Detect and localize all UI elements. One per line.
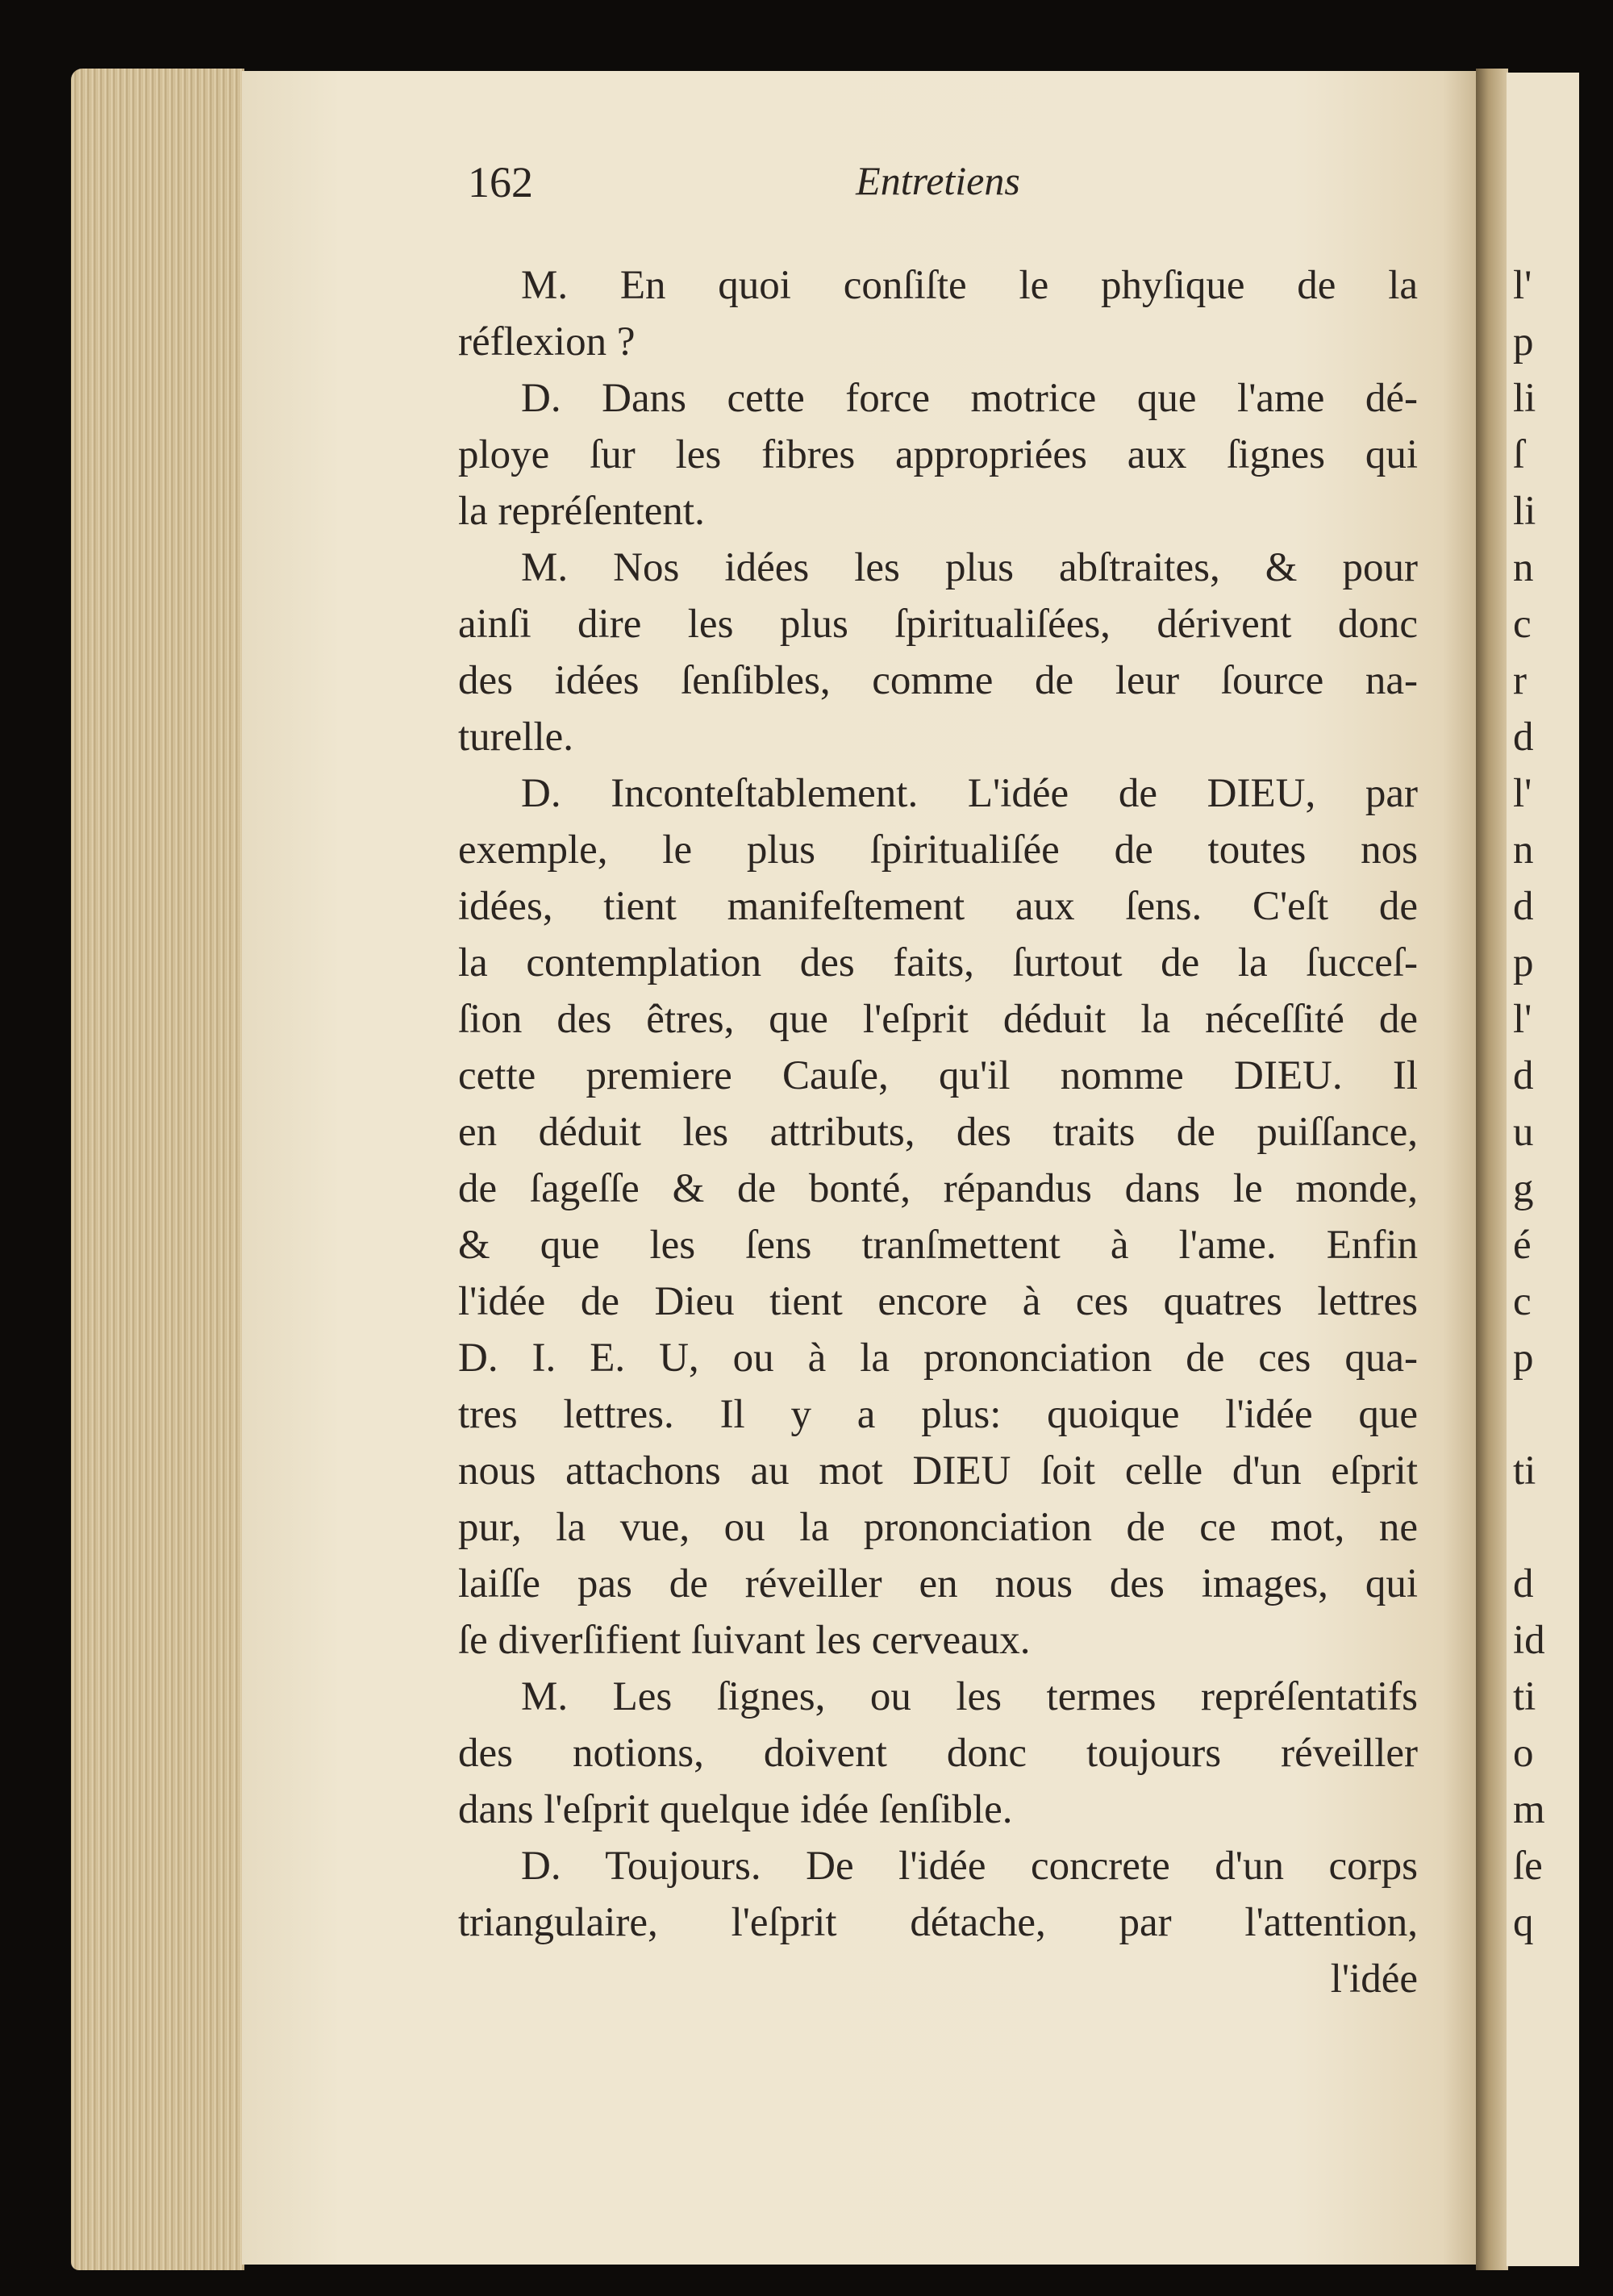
- text-line: des idées ſenſibles, comme de leur ſource na-: [458, 658, 1418, 703]
- page-number: 162: [468, 158, 533, 206]
- facing-page-fragment: ſe: [1513, 1844, 1543, 1889]
- text-line: nous attachons au mot DIEU ſoit celle d'un eſprit: [458, 1448, 1418, 1494]
- text-line: ſion des êtres, que l'eſprit déduit la néceſſité de: [458, 997, 1418, 1042]
- facing-page-text: [1507, 257, 1545, 1951]
- text-line: D. Inconteſtablement. L'idée de DIEU, par: [521, 771, 1418, 816]
- text-line: D. I. E. U, ou à la prononciation de ces qua-: [458, 1336, 1418, 1381]
- text-line: M. En quoi conſiſte le phyſique de la: [521, 263, 1418, 308]
- text-line: ſe diverſifient ſuivant les cerveaux.: [458, 1618, 1031, 1663]
- text-line: de ſageſſe & de bonté, répandus dans le monde,: [458, 1166, 1418, 1211]
- text-line: M. Les ſignes, ou les termes repréſentatifs: [521, 1674, 1418, 1719]
- facing-page-fragment: li: [1513, 489, 1536, 534]
- facing-page-fragment: l': [1513, 997, 1532, 1042]
- facing-page-fragment: n: [1513, 827, 1534, 873]
- text-line: cette premiere Cauſe, qu'il nomme DIEU. Il: [458, 1053, 1418, 1098]
- facing-page-fragment: c: [1513, 1279, 1532, 1324]
- text-line: l'idée: [1330, 1956, 1418, 2002]
- text-line: turelle.: [458, 715, 574, 760]
- text-line: idées, tient manifeſtement aux ſens. C'eſt de: [458, 884, 1418, 929]
- facing-page-fragment: ti: [1513, 1448, 1536, 1494]
- text-line: exemple, le plus ſpiritualiſée de toutes nos: [458, 827, 1418, 873]
- facing-page-fragment: o: [1513, 1731, 1534, 1776]
- text-line: ploye ſur les fibres appropriées aux ſignes qui: [458, 432, 1418, 477]
- facing-page-fragment: [1507, 1499, 1545, 1556]
- text-line: tres lettres. Il y a plus: quoique l'idée que: [458, 1392, 1418, 1437]
- page-edges: [71, 69, 244, 2270]
- text-line: M. Nos idées les plus abſtraites, & pour: [521, 545, 1418, 590]
- text-line: l'idée de Dieu tient encore à ces quatres lettres: [458, 1279, 1418, 1324]
- text-line: réflexion ?: [458, 319, 636, 365]
- text-line: des notions, doivent donc toujours réveiller: [458, 1731, 1418, 1776]
- text-line: D. Dans cette force motrice que l'ame dé-: [521, 376, 1418, 421]
- facing-page-fragment: é: [1513, 1223, 1532, 1268]
- body-text: [458, 257, 1418, 2007]
- facing-page-fragment: p: [1513, 1336, 1534, 1381]
- facing-page-fragment: r: [1513, 658, 1527, 703]
- facing-page-fragment: g: [1513, 1166, 1534, 1211]
- text-line: & que les ſens tranſmettent à l'ame. Enfin: [458, 1223, 1418, 1268]
- facing-page-fragment: id: [1513, 1618, 1545, 1663]
- book-gutter: [1476, 69, 1508, 2270]
- text-line: laiſſe pas de réveiller en nous des images, qui: [458, 1561, 1418, 1606]
- facing-page: [1507, 73, 1581, 2266]
- facing-page-fragment: p: [1513, 319, 1534, 365]
- facing-page-fragment: q: [1513, 1900, 1534, 1945]
- background-edge: [1579, 0, 1613, 2296]
- facing-page-fragment: l': [1513, 263, 1532, 308]
- facing-page-fragment: p: [1513, 940, 1534, 985]
- text-line: la repréſentent.: [458, 489, 705, 534]
- facing-page-fragment: c: [1513, 602, 1532, 647]
- facing-page-fragment: d: [1513, 1053, 1534, 1098]
- text-line: D. Toujours. De l'idée concrete d'un corps: [521, 1844, 1418, 1889]
- facing-page-fragment: n: [1513, 545, 1534, 590]
- facing-page-fragment: ti: [1513, 1674, 1536, 1719]
- text-line: ainſi dire les plus ſpiritualiſées, dérivent donc: [458, 602, 1418, 647]
- text-line: dans l'eſprit quelque idée ſenſible.: [458, 1787, 1013, 1832]
- facing-page-fragment: li: [1513, 376, 1536, 421]
- text-line: pur, la vue, ou la prononciation de ce mot, ne: [458, 1505, 1418, 1550]
- facing-page-fragment: m: [1513, 1787, 1545, 1832]
- running-title: Entretiens: [856, 158, 1020, 203]
- text-line: triangulaire, l'eſprit détache, par l'attention,: [458, 1900, 1418, 1945]
- facing-page-fragment: u: [1513, 1110, 1534, 1155]
- text-line: en déduit les attributs, des traits de puiſſance,: [458, 1110, 1418, 1155]
- facing-page-fragment: d: [1513, 884, 1534, 929]
- text-line: la contemplation des faits, ſurtout de la ſucceſ-: [458, 940, 1418, 985]
- facing-page-fragment: d: [1513, 715, 1534, 760]
- facing-page-fragment: ſ: [1513, 432, 1525, 477]
- facing-page-fragment: l': [1513, 771, 1532, 816]
- page-header: [458, 157, 1418, 206]
- facing-page-fragment: [1507, 1386, 1545, 1443]
- facing-page-fragment: d: [1513, 1561, 1534, 1606]
